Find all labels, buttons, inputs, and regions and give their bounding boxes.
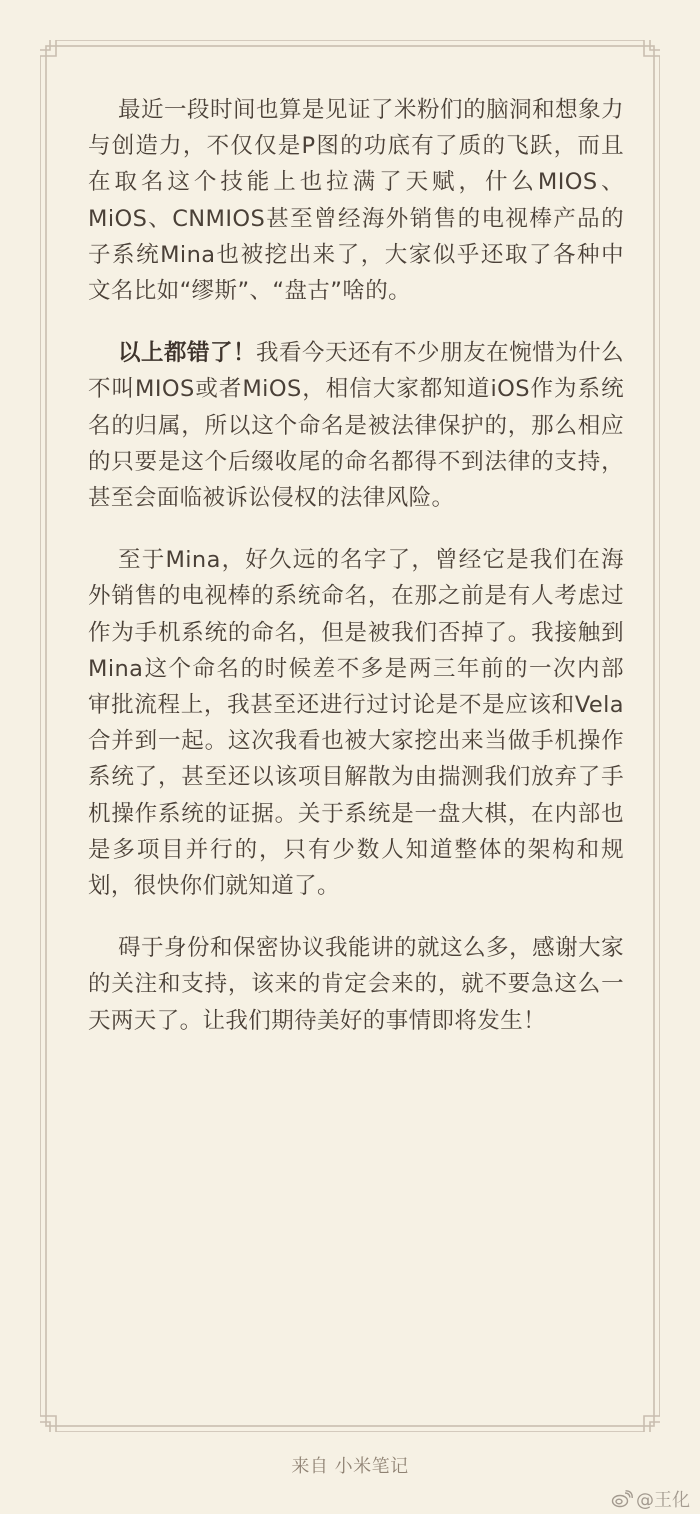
paragraph-2 [88, 335, 624, 516]
paragraph-2-text: 我看今天还有不少朋友在惋惜为什么不叫MIOS或者MiOS，相信大家都知道iOS作为系统名的归属，所以这个命名是被法律保护的，那么相应的只要是这个后缀收尾的命名都得不到法律的支持，甚至会面临被诉讼侵权的法律风险。 [88, 340, 624, 512]
weibo-watermark [611, 1486, 690, 1512]
decorative-border-frame [40, 40, 660, 1432]
note-source-label: 来自 小米笔记 [291, 1456, 409, 1477]
paragraph-3 [88, 542, 624, 904]
paragraph-1 [88, 92, 624, 309]
paragraph-3-text: 至于Mina，好久远的名字了，曾经它是我们在海外销售的电视棒的系统命名，在那之前是有人考虑过作为手机系统的命名，但是被我们否掉了。我接触到Mina这个命名的时候差不多是两三年前的一次内部审批流程上，我甚至还进行过讨论是不是应该和Vela合并到一起。这次我看也被大家挖出来当做手机操作系统了，甚至还以该项目解散为由揣测我们放弃了手机操作系统的证据。关于系统是一盘大棋，在内部也是多项目并行的，只有少数人知道整体的架构和规划，很快你们就知道了。 [88, 547, 624, 900]
note-body [88, 92, 624, 1065]
paragraph-1-text: 最近一段时间也算是见证了米粉们的脑洞和想象力与创造力，不仅仅是P图的功底有了质的飞跃，而且在取名这个技能上也拉满了天赋，什么MIOS、MiOS、CNMIOS甚至曾经海外销售的电视棒产品的子系统Mina也被挖出来了，大家似乎还取了各种中文名比如“缪斯”、“盘古”啥的。 [88, 97, 624, 305]
paragraph-2-bold: 以上都错了！ [118, 340, 257, 367]
paragraph-4 [88, 930, 624, 1039]
paragraph-4-text: 碍于身份和保密协议我能讲的就这么多，感谢大家的关注和支持，该来的肯定会来的，就不要急这么一天两天了。让我们期待美好的事情即将发生！ [88, 935, 624, 1034]
watermark-text: @王化 [636, 1490, 690, 1511]
weibo-icon [611, 1490, 633, 1508]
